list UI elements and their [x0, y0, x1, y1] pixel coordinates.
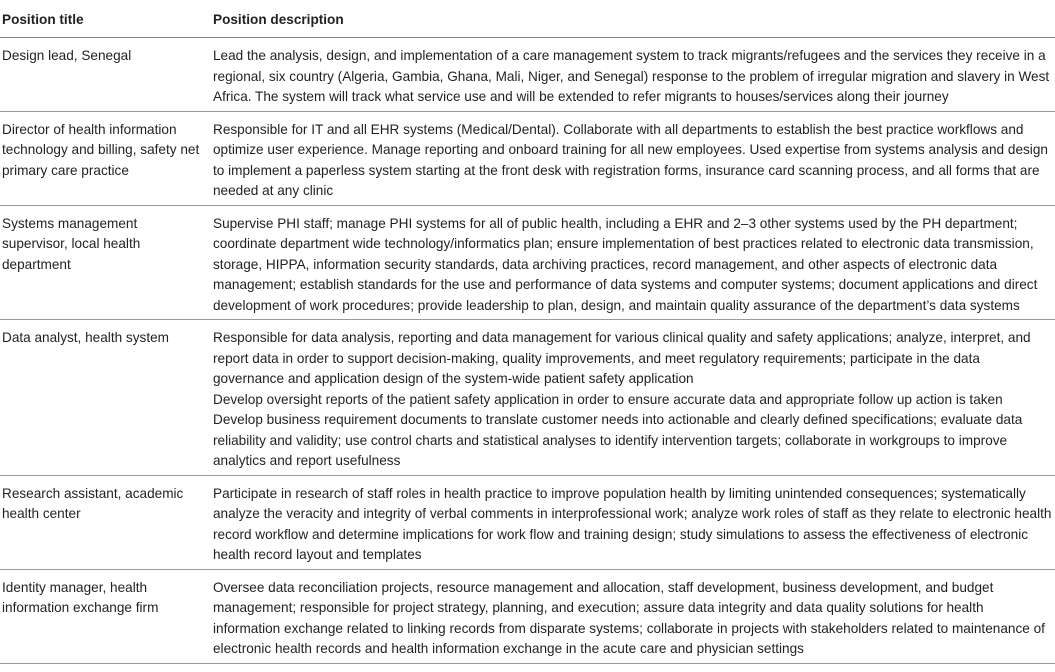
table-row	[0, 205, 1055, 320]
header-position-description: Position description	[212, 0, 1055, 38]
position-description-cell	[212, 475, 1055, 569]
position-title-cell: Director of health information technology and billing, safety net primary care practice	[0, 111, 212, 205]
description-paragraph: Responsible for IT and all EHR systems (Medical/Dental). Collaborate with all departments to establish the best practice workflows and optimize user experience. Manage reporting and onboard training for all new employees. Used expertise from systems analysis and design to implement a paperless system starting at the front desk with registration forms, insurance card scanning process, and all forms that are needed at any clinic	[213, 121, 1048, 198]
description-paragraph: Develop oversight reports of the patient safety application in order to ensure accurate data and appropriate follow up action is taken	[213, 391, 1003, 407]
position-title-cell: Identity manager, health information exchange firm	[0, 569, 212, 663]
position-title-cell: Research assistant, academic health center	[0, 475, 212, 569]
description-paragraph: Responsible for data analysis, reporting and data management for various clinical quality and safety applications; analyze, interpret, and report data in order to support decision-making, quality improvements, and meet regulatory requirements; participate in the data governance and application design of the system-wide patient safety application	[213, 330, 1031, 386]
description-paragraph: Participate in research of staff roles in health practice to improve population health by limiting unintended consequences; systematically analyze the veracity and integrity of verbal comments in interprofessional work; analyze work roles of staff as they relate to electronic health record workflow and determine implications for work flow and training design; study simulations to assess the effectiveness of electronic health record layout and templates	[213, 485, 1052, 562]
header-row	[0, 0, 1055, 38]
position-title-cell: Systems management supervisor, local health department	[0, 205, 212, 320]
table-header	[0, 0, 1055, 38]
position-description-cell	[212, 320, 1055, 476]
table-row	[0, 320, 1055, 476]
table-body	[0, 38, 1055, 664]
position-description-cell	[212, 205, 1055, 320]
description-paragraph: Oversee data reconciliation projects, resource management and allocation, staff development, business development, and budget management; responsible for project strategy, planning, and execution; assure data integrity and data quality solutions for health information exchange related to linking records from disparate systems; collaborate in projects with stakeholders related to maintenance of electronic health records and health information exchange in the acute care and physician settings	[213, 579, 1045, 656]
position-description-cell	[212, 569, 1055, 663]
description-paragraph: Supervise PHI staff; manage PHI systems for all of public health, including a EHR and 2–3 other systems used by the PH department; coordinate department wide technology/informatics plan; ensure implementation of best practices related to electronic data transmission, storage, HIPPA, information security standards, data archiving practices, record management, and other aspects of electronic data management; establish standards for the use and performance of data systems and computer systems; document applications and direct development of work procedures; provide leadership to plan, design, and maintain quality assurance of the department’s data systems	[213, 215, 1038, 313]
table-row	[0, 475, 1055, 569]
position-title-cell: Design lead, Senegal	[0, 38, 212, 112]
table-row	[0, 111, 1055, 205]
position-title-cell: Data analyst, health system	[0, 320, 212, 476]
position-description-cell	[212, 38, 1055, 112]
table-row	[0, 38, 1055, 112]
table-row	[0, 569, 1055, 663]
position-description-cell	[212, 111, 1055, 205]
header-position-title: Position title	[0, 0, 212, 38]
description-paragraph: Develop business requirement documents to translate customer needs into actionable and clearly defined specifications; evaluate data reliability and validity; use control charts and statistical analyses to identify intervention targets; collaborate in workgroups to improve analytics and report usefulness	[213, 412, 1023, 468]
description-paragraph: Lead the analysis, design, and implementation of a care management system to track migrants/refugees and the services they receive in a regional, six country (Algeria, Gambia, Ghana, Mali, Niger, and Senegal) response to the problem of irregular migration and slavery in West Africa. The system will track what service use and will be extended to refer migrants to houses/services along their journey	[213, 48, 1050, 104]
